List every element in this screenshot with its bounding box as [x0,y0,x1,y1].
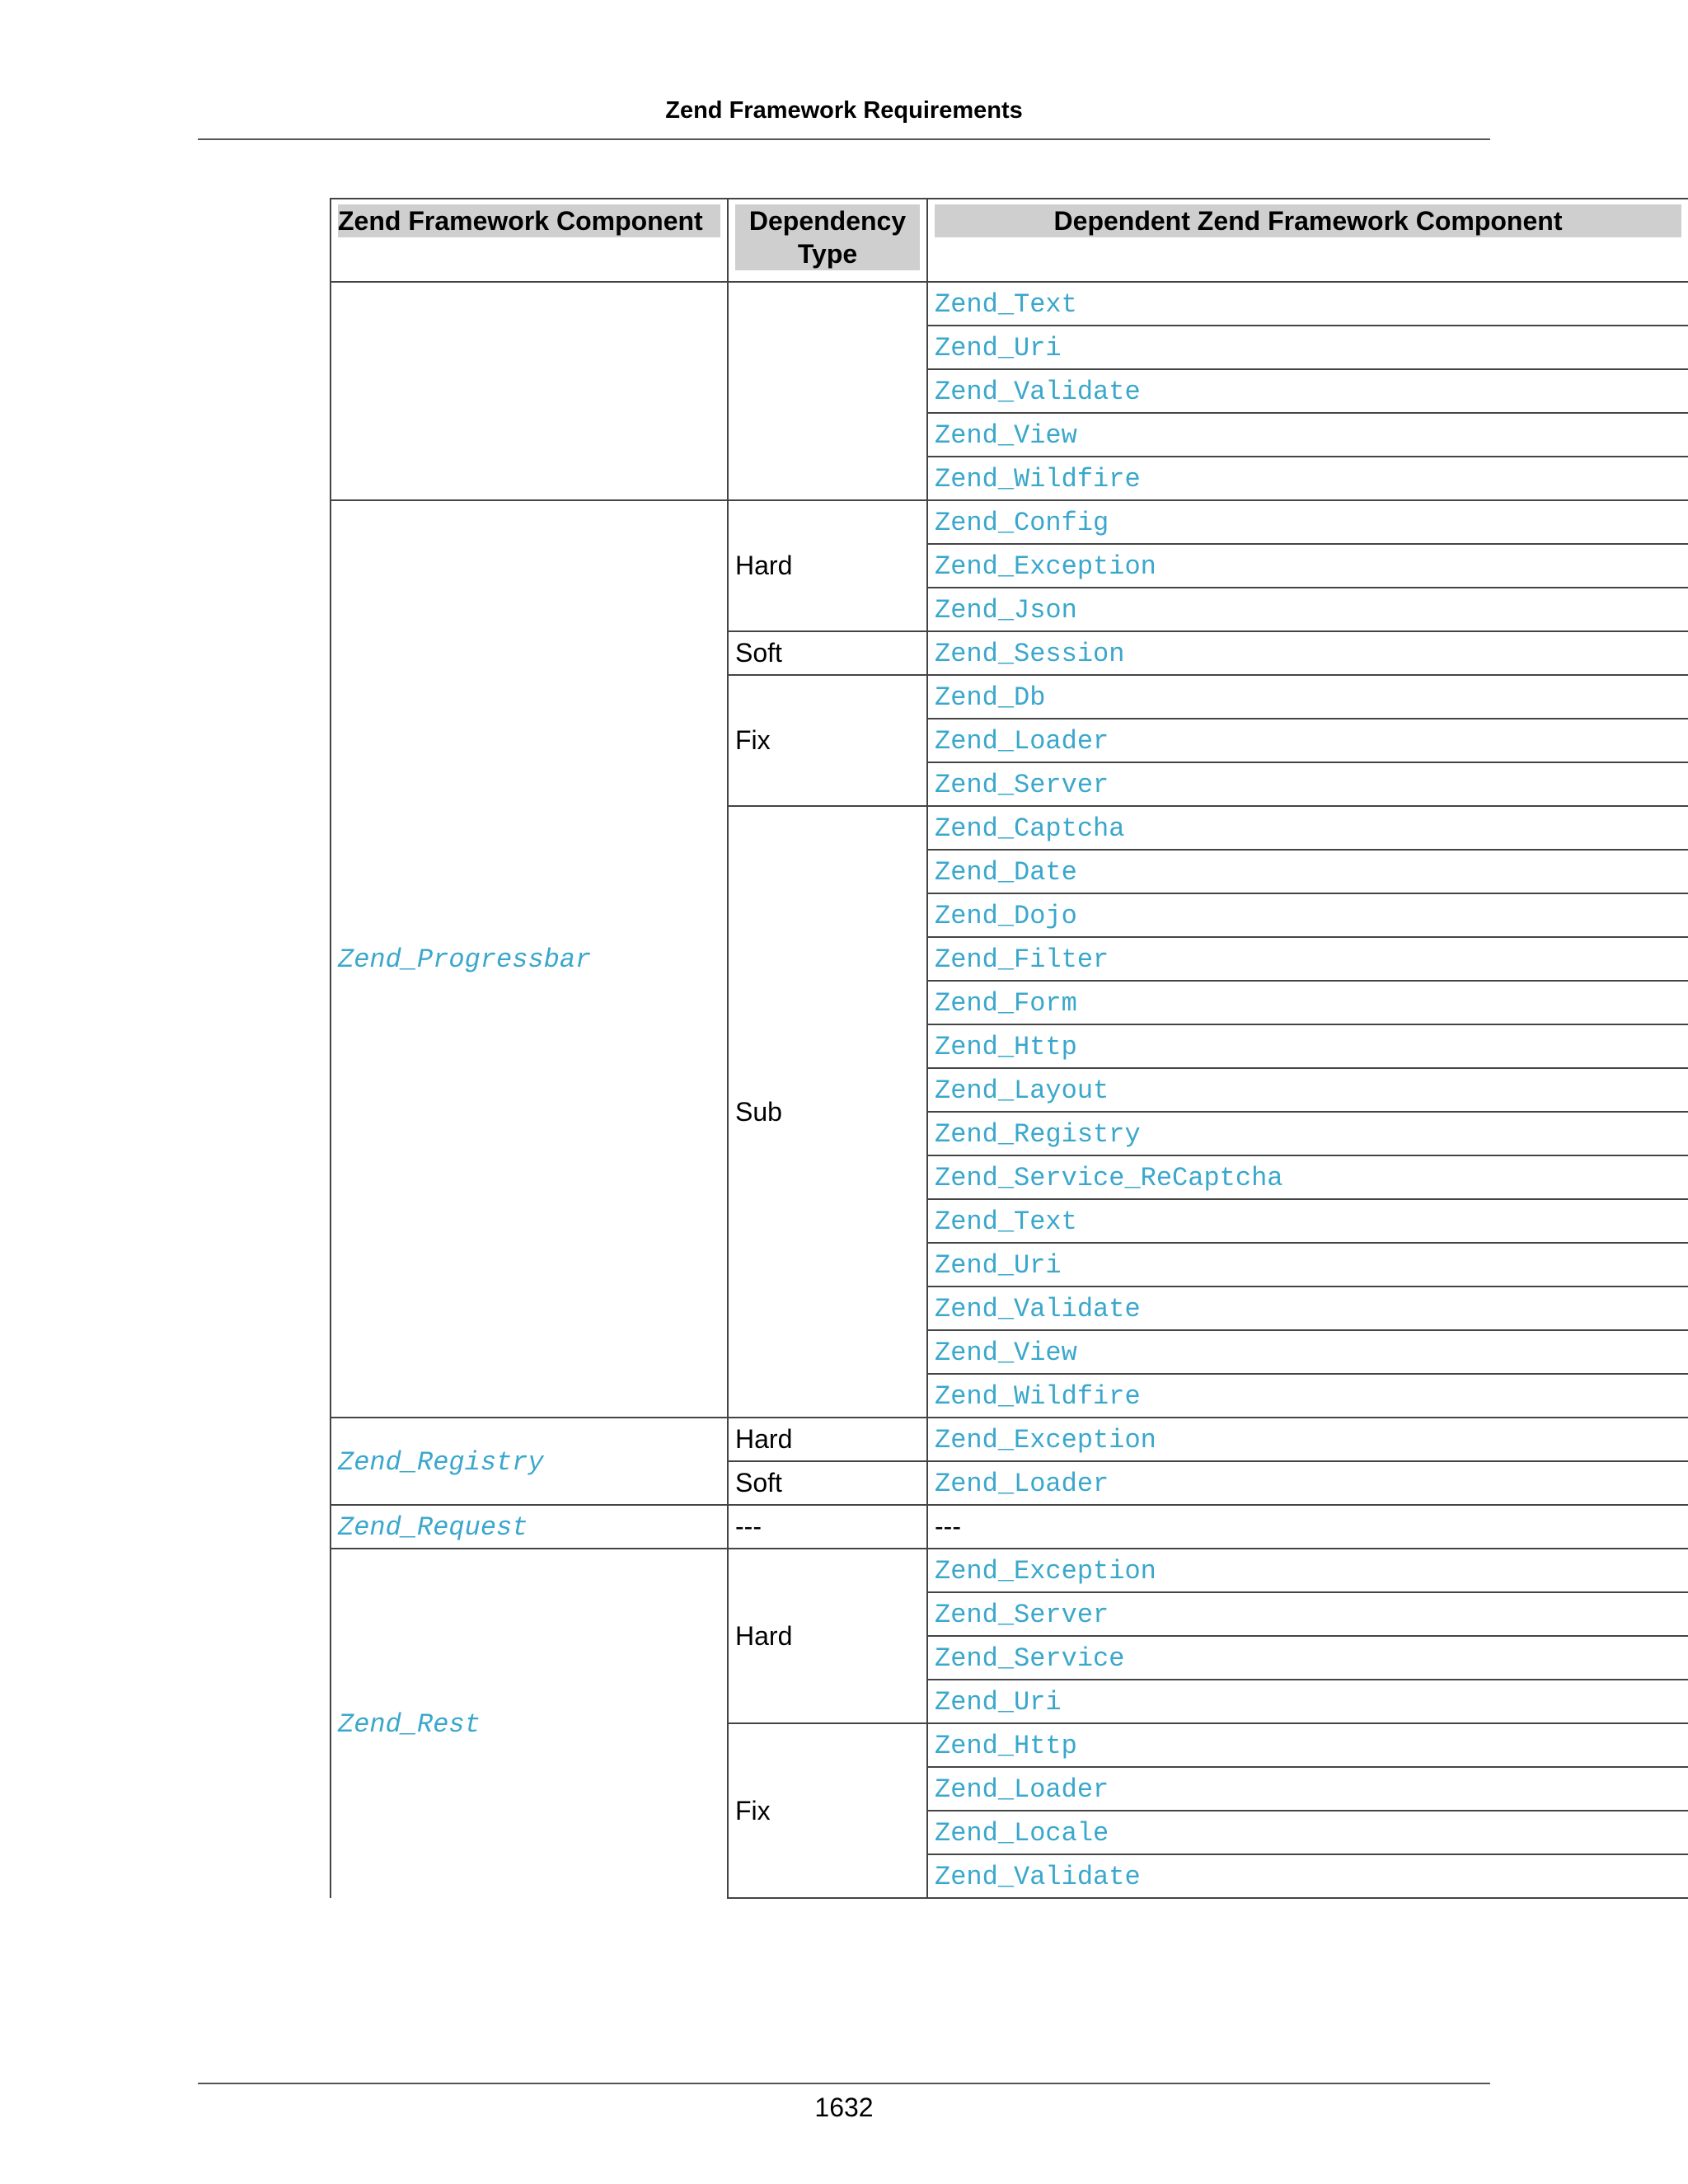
dependency-cell [927,500,1688,544]
type-cell-empty [728,282,927,500]
dependency-cell [927,369,1688,413]
dependency-cell [927,631,1688,675]
dependency-cell [927,1636,1688,1680]
dependency-link[interactable]: Zend_Date [935,857,1077,888]
dependency-link[interactable]: Zend_Uri [935,333,1062,363]
table-row [331,500,1688,544]
dependency-link[interactable]: Zend_Http [935,1731,1077,1761]
dependency-link[interactable]: Zend_Validate [935,1294,1141,1324]
dependency-link[interactable]: Zend_Validate [935,377,1141,407]
dependency-type-cell: Soft [728,631,927,675]
component-link-rest[interactable]: Zend_Rest [338,1709,481,1740]
dependency-link[interactable]: Zend_Db [935,682,1046,713]
dependency-cell [927,1199,1688,1243]
page-footer [198,2083,1490,2123]
dependency-cell [927,719,1688,762]
dependency-type-cell: Fix [728,675,927,806]
dependency-link[interactable]: Zend_Wildfire [935,1381,1141,1412]
dependency-link[interactable]: Zend_Dojo [935,901,1077,931]
dependency-cell: --- [927,1505,1688,1549]
dependency-cell [927,1243,1688,1286]
dependency-cell [927,1811,1688,1854]
dependency-link[interactable]: Zend_Loader [935,726,1109,757]
dependency-link[interactable]: Zend_Form [935,988,1077,1019]
dependency-cell [927,457,1688,500]
dependency-type-cell: Fix [728,1723,927,1898]
dependency-cell [927,413,1688,457]
dependency-cell [927,326,1688,369]
dependency-link[interactable]: Zend_Loader [935,1469,1109,1499]
component-cell [331,1549,728,1898]
column-header-component: Zend Framework Component [331,199,728,282]
dependency-link[interactable]: Zend_Exception [935,551,1156,582]
component-cell [331,1418,728,1505]
dependency-cell [927,981,1688,1024]
dependency-type-cell: Sub [728,806,927,1418]
dependency-cell [927,1374,1688,1418]
dependency-cell [927,282,1688,326]
table-row [331,1549,1688,1592]
dependency-cell [927,675,1688,719]
table-header-row [331,199,1688,282]
dependency-link[interactable]: Zend_Text [935,289,1077,320]
dependency-cell [927,1155,1688,1199]
dependency-link[interactable]: Zend_Exception [935,1425,1156,1455]
dependency-link[interactable]: Zend_Loader [935,1774,1109,1805]
dependency-link[interactable]: Zend_Config [935,508,1109,538]
dependency-link[interactable]: Zend_Exception [935,1556,1156,1586]
column-header-dependency-type: Dependency Type [728,199,927,282]
column-header-dependent-component: Dependent Zend Framework Component [927,199,1688,282]
dependency-link[interactable]: Zend_Captcha [935,813,1125,844]
dependency-link[interactable]: Zend_Uri [935,1687,1062,1718]
dependency-cell [927,806,1688,850]
dependency-link[interactable]: Zend_Filter [935,944,1109,975]
component-link-registry[interactable]: Zend_Registry [338,1446,544,1478]
dependency-link[interactable]: Zend_Layout [935,1076,1109,1106]
dependency-link[interactable]: Zend_Validate [935,1862,1141,1892]
dependency-type-cell: Hard [728,1418,927,1461]
dependency-cell [927,762,1688,806]
page-number: 1632 [814,2093,874,2122]
dependency-link[interactable]: Zend_Service [935,1643,1125,1674]
dependency-link[interactable]: Zend_Session [935,639,1125,669]
dependency-link[interactable]: Zend_View [935,420,1077,451]
dependency-cell [927,1549,1688,1592]
dependency-type-cell: Hard [728,500,927,631]
dependency-type-cell: --- [728,1505,927,1549]
dependency-type-cell: Hard [728,1549,927,1723]
dependency-cell [927,893,1688,937]
dependency-cell [927,1723,1688,1767]
dependency-cell [927,1112,1688,1155]
dependency-link[interactable]: Zend_Locale [935,1818,1109,1849]
dependency-link[interactable]: Zend_View [935,1338,1077,1368]
dependency-link[interactable]: Zend_Text [935,1207,1077,1237]
requirements-table [330,198,1688,1899]
dependency-cell [927,937,1688,981]
table-row [331,282,1688,326]
dependency-link[interactable]: Zend_Server [935,770,1109,800]
dependency-link[interactable]: Zend_Http [935,1032,1077,1062]
component-cell [331,500,728,1418]
dependency-type-cell: Soft [728,1461,927,1505]
dependency-link[interactable]: Zend_Json [935,595,1077,626]
dependency-cell [927,1286,1688,1330]
dependency-link[interactable]: Zend_Registry [935,1119,1141,1150]
dependency-link[interactable]: Zend_Service_ReCaptcha [935,1163,1283,1193]
component-link-request[interactable]: Zend_Request [338,1512,528,1543]
dependency-link[interactable]: Zend_Uri [935,1250,1062,1281]
dependency-cell [927,1680,1688,1723]
dependency-cell [927,1854,1688,1898]
dependency-cell [927,1461,1688,1505]
page-header [198,92,1490,140]
component-cell-empty [331,282,728,500]
dependency-cell [927,1767,1688,1811]
dependency-cell [927,1418,1688,1461]
dependency-cell [927,1068,1688,1112]
page-title: Zend Framework Requirements [665,97,1023,124]
dependency-cell [927,544,1688,588]
table-row [331,1505,1688,1549]
dependency-link[interactable]: Zend_Server [935,1600,1109,1630]
dependency-cell [927,1024,1688,1068]
dependency-cell [927,850,1688,893]
dependency-cell [927,1592,1688,1636]
table-row [331,1418,1688,1461]
dependency-cell [927,1330,1688,1374]
component-link-progressbar[interactable]: Zend_Progressbar [338,944,592,975]
component-cell [331,1505,728,1549]
dependency-link[interactable]: Zend_Wildfire [935,464,1141,494]
dependency-cell [927,588,1688,631]
